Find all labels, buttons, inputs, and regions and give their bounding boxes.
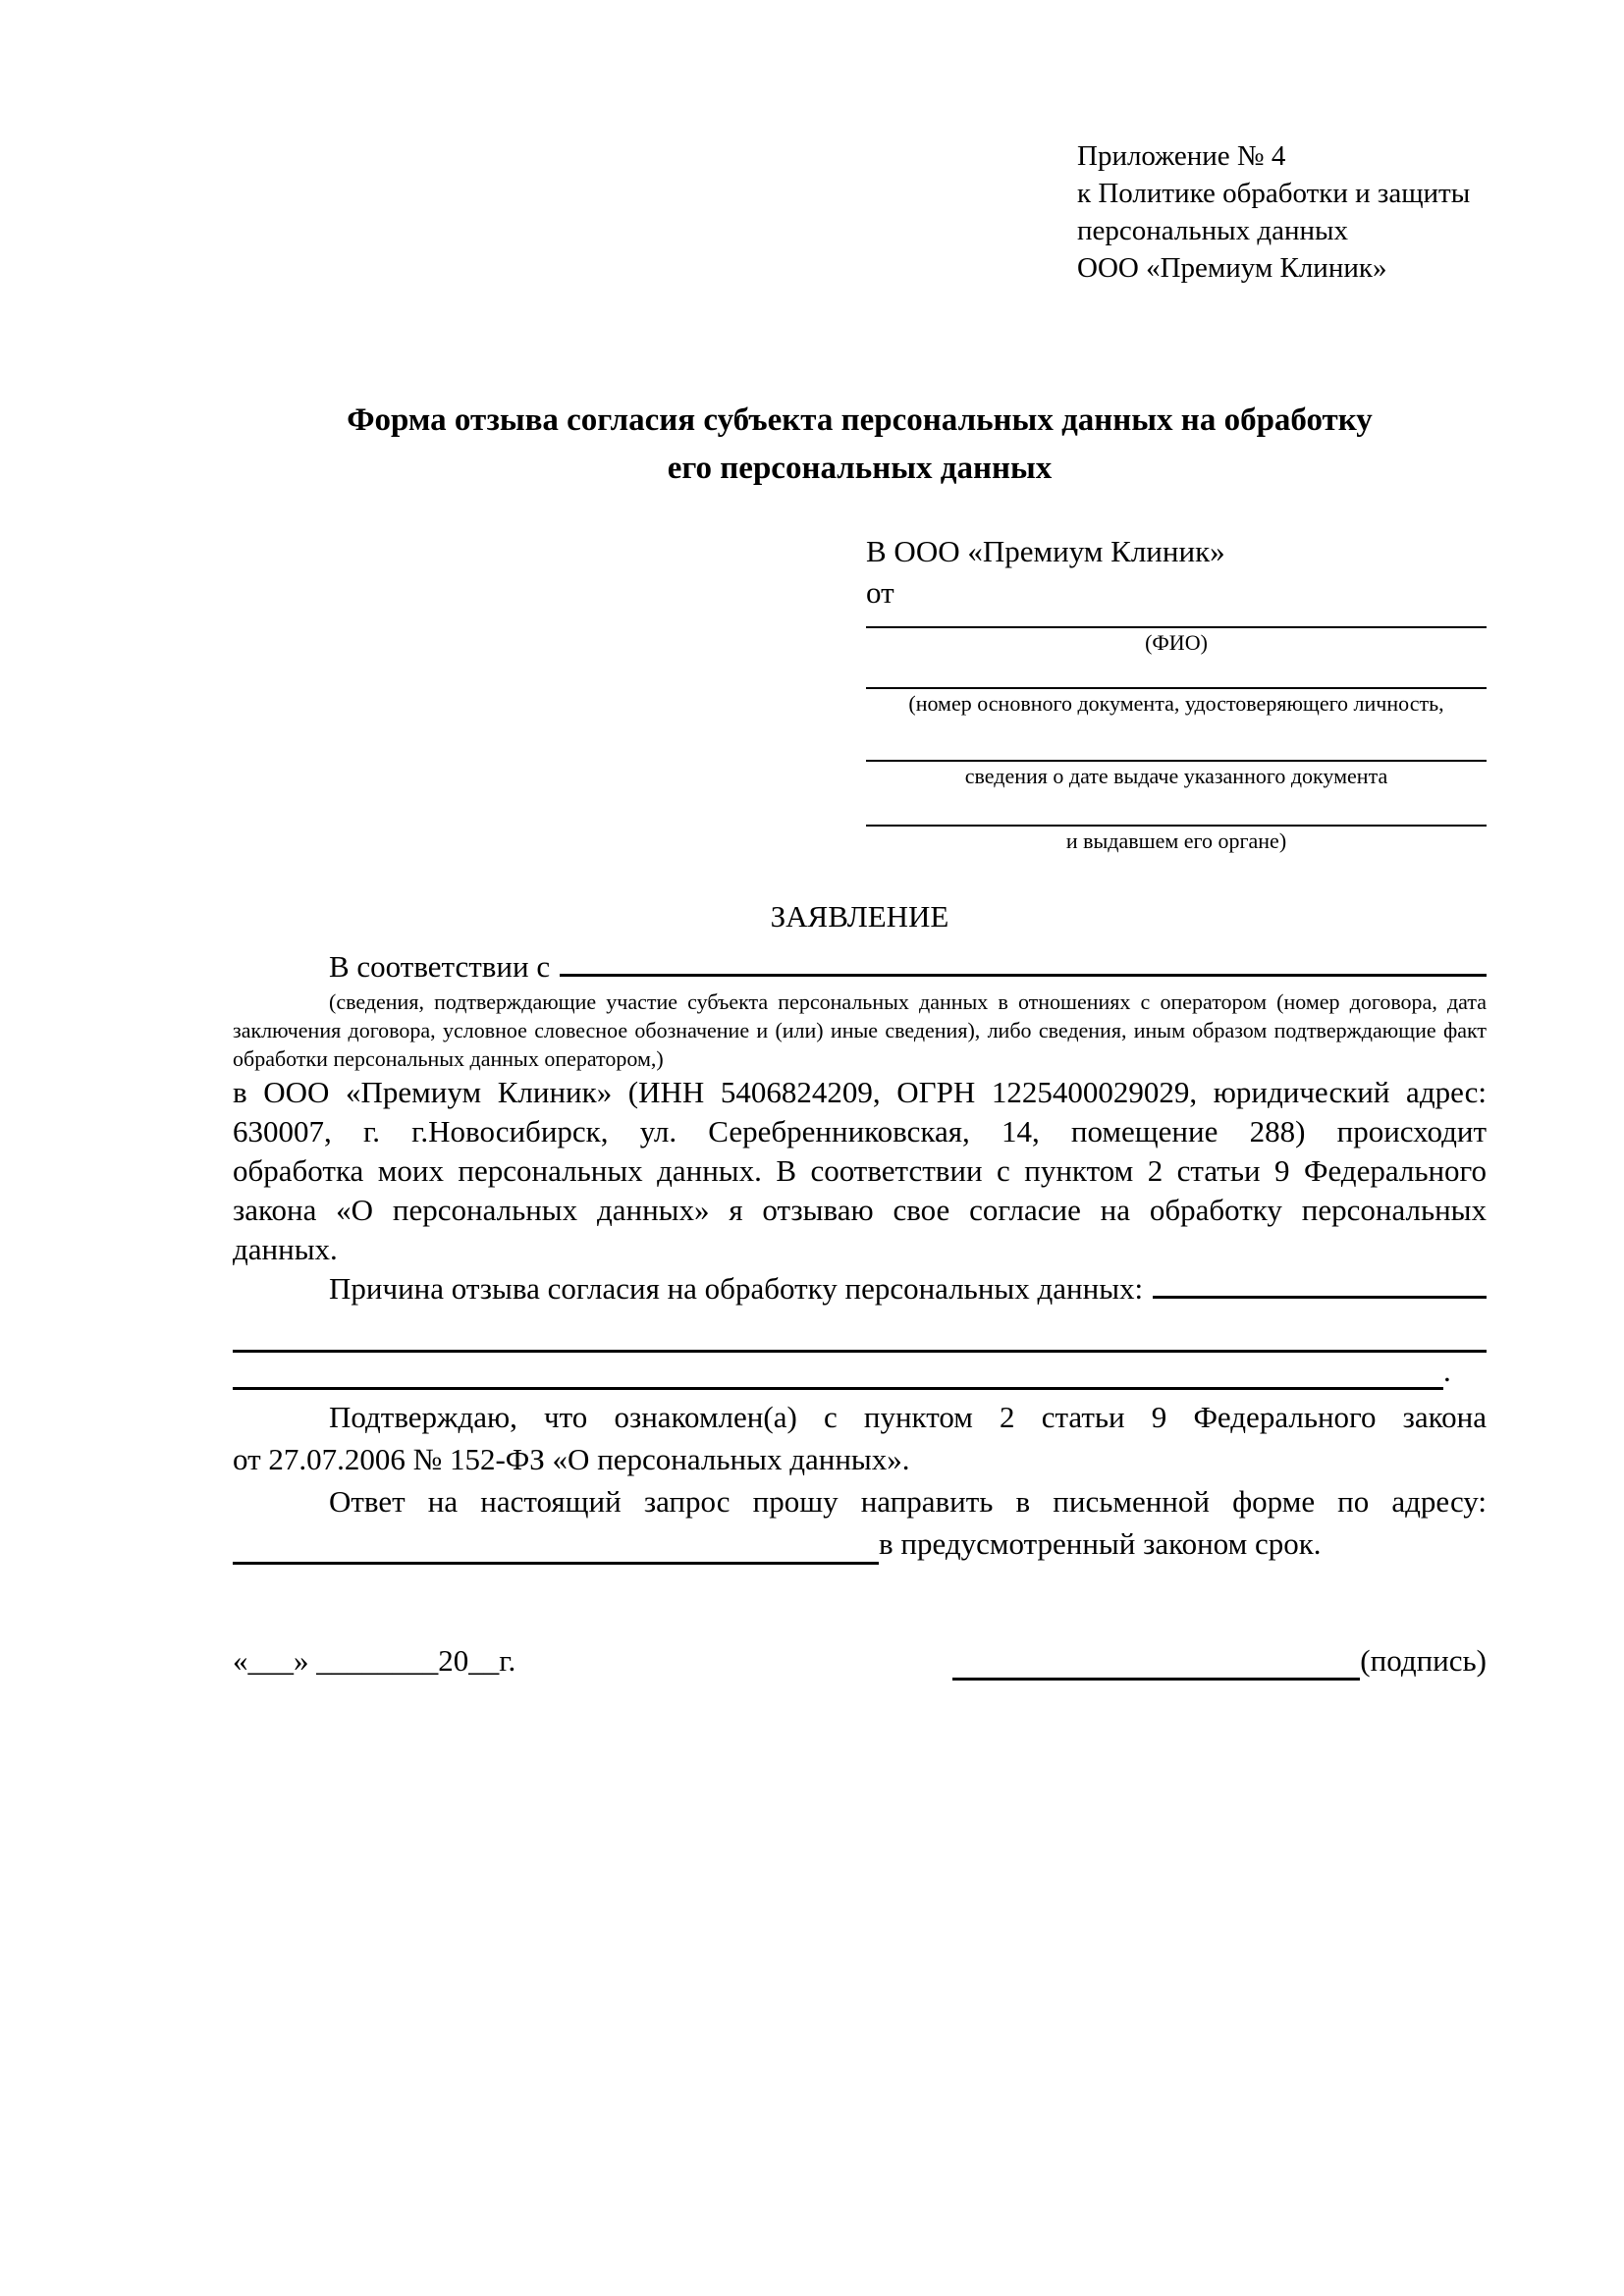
signature-right-group — [952, 1641, 1487, 1681]
intro-footnote-line: обработки персональных данных оператором,) — [233, 1046, 664, 1071]
issuing-authority-caption: и выдавшем его органе) — [1065, 828, 1287, 853]
body-line: в ООО «Премиум Клиник» (ИНН 5406824209, ОГРН 1225400029029, юридический адрес: — [233, 1075, 1487, 1109]
reply-line-2-text: в предусмотренный законом срок. — [879, 1526, 1322, 1561]
annex-note-line: к Политике обработки и защиты — [1077, 178, 1471, 209]
intro-footnote — [233, 988, 1487, 1073]
document-title-line-2: его персональных данных — [667, 451, 1053, 486]
addressee-from-label: от — [866, 575, 894, 610]
confirmation-paragraph — [233, 1396, 1487, 1480]
reply-address-blank-line — [233, 1528, 879, 1565]
reply-line-2 — [233, 1522, 1487, 1565]
issuing-authority-field — [866, 825, 1487, 856]
reason-row — [233, 1269, 1487, 1308]
reply-paragraph — [233, 1480, 1487, 1565]
signature-row — [233, 1641, 1487, 1681]
body-line: 630007, г. г.Новосибирск, ул. Серебренниковская, 14, помещение 288) происходит — [233, 1114, 1487, 1148]
document-title — [233, 397, 1487, 493]
rule-terminator-dot: . — [1443, 1354, 1451, 1388]
intro-footnote-line: заключения договора, условное словесное обозначение и (или) иные сведения), либо сведения, иным образом подтверждающие факт — [233, 1018, 1487, 1042]
annex-note-line: персональных данных — [1077, 215, 1349, 246]
issue-date-caption: сведения о дате выдаче указанного документа — [964, 764, 1388, 788]
body-paragraph — [233, 1073, 1487, 1269]
body-line: данных. — [233, 1232, 338, 1266]
issue-date-field — [866, 760, 1487, 791]
annex-note-line: ООО «Премиум Клиник» — [1077, 252, 1387, 284]
signature-date-blank: «___» ________20__г. — [233, 1643, 516, 1678]
intro-row — [233, 946, 1487, 988]
body-line: закона «О персональных данных» я отзываю свое согласие на обработку персональных — [233, 1193, 1487, 1227]
document-title-line-1: Форма отзыва согласия субъекта персональных данных на обработку — [347, 402, 1373, 438]
statement-heading: ЗАЯВЛЕНИЕ — [770, 899, 949, 934]
fio-field — [866, 626, 1487, 658]
intro-blank-line — [560, 974, 1487, 977]
signature-line — [952, 1644, 1360, 1681]
addressee-block — [866, 532, 1487, 856]
reply-line-1: Ответ на настоящий запрос прошу направить в письменной форме по адресу: — [329, 1484, 1487, 1519]
annex-note-line: Приложение № 4 — [1077, 140, 1286, 172]
identity-document-field — [866, 687, 1487, 719]
body-line: обработка моих персональных данных. В соответствии с пунктом 2 статьи 9 Федерального — [233, 1153, 1487, 1188]
annex-note — [1077, 137, 1487, 287]
reason-continuation-line-1 — [233, 1308, 1487, 1353]
reason-continuation-row-2 — [233, 1353, 1487, 1390]
reason-label: Причина отзыва согласия на обработку персональных данных: — [329, 1271, 1144, 1306]
intro-footnote-line: (сведения, подтверждающие участие субъекта персональных данных в отношениях с оператором (номер договора, дата — [329, 989, 1487, 1014]
reason-continuation-line-2 — [233, 1352, 1443, 1390]
confirmation-line: Подтверждаю, что ознакомлен(а) с пунктом 2 статьи 9 Федерального закона — [329, 1400, 1487, 1434]
intro-label: В соответствии с — [329, 949, 551, 984]
fio-field-caption: (ФИО) — [1145, 630, 1208, 655]
confirmation-line: от 27.07.2006 № 152-ФЗ «О персональных данных». — [233, 1442, 910, 1476]
identity-document-caption: (номер основного документа, удостоверяющего личность, — [908, 691, 1444, 716]
signature-caption: (подпись) — [1360, 1643, 1487, 1678]
reason-blank-line — [1153, 1296, 1487, 1299]
addressee-to: В ООО «Премиум Клиник» — [866, 534, 1225, 568]
